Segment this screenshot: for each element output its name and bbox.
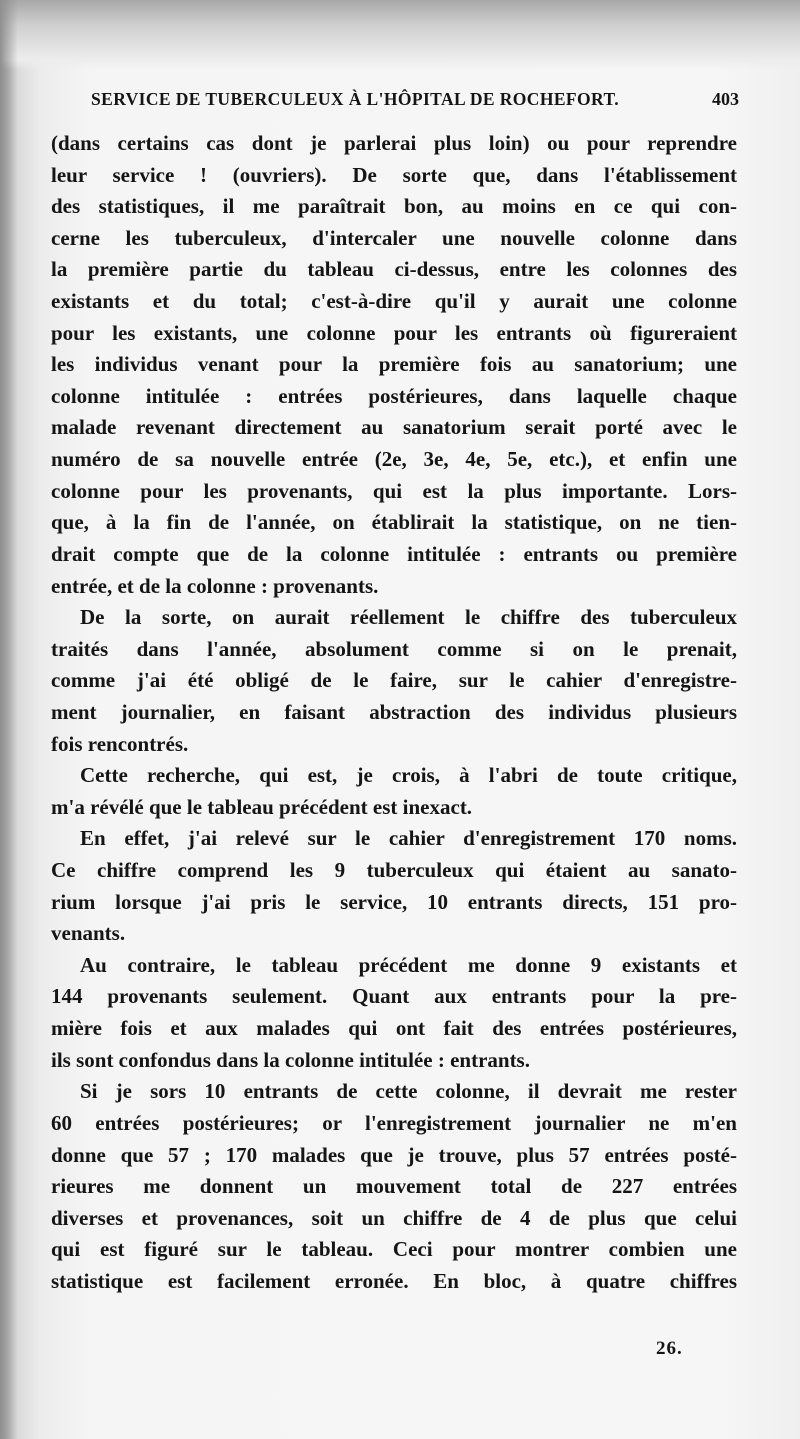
text-line: pour les existants, une colonne pour les entrants où figureraient (51, 320, 737, 345)
text-line: existants et du total; c'est-à-dire qu'il y aurait une colonne (51, 289, 737, 314)
text-line: rium lorsque j'ai pris le service, 10 entrants directs, 151 pro- (51, 889, 737, 914)
text-line: entrée, et de la colonne : provenants. (51, 573, 379, 598)
text-line: Au contraire, le tableau précédent me donne 9 existants et (80, 952, 737, 977)
text-line: drait compte que de la colonne intitulée : entrants ou première (51, 541, 737, 566)
text-line: mière fois et aux malades qui ont fait des entrées postérieures, (51, 1016, 737, 1041)
text-line: Cette recherche, qui est, je crois, à l'abri de toute critique, (80, 763, 737, 788)
text-line: De la sorte, on aurait réellement le chiffre des tuberculeux (80, 605, 737, 630)
text-line: cerne les tuberculeux, d'intercaler une nouvelle colonne dans (51, 225, 737, 250)
body-text (51, 128, 737, 1298)
scan-shadow-top (0, 0, 800, 70)
text-line: les individus venant pour la première fois au sanatorium; une (51, 352, 737, 377)
running-header (91, 84, 739, 114)
text-line: leur service ! (ouvriers). De sorte que, dans l'établissement (51, 162, 737, 187)
text-line: diverses et provenances, soit un chiffre de 4 de plus que celui (51, 1205, 737, 1230)
text-line: traités dans l'année, absolument comme si on le prenait, (51, 636, 737, 661)
text-line: 60 entrées postérieures; or l'enregistrement journalier ne m'en (51, 1110, 737, 1135)
text-line: 144 provenants seulement. Quant aux entrants pour la pre- (51, 984, 737, 1009)
text-line: ils sont confondus dans la colonne intitulée : entrants. (51, 1047, 530, 1072)
text-line: la première partie du tableau ci-dessus, entre les colonnes des (51, 257, 737, 282)
text-line: comme j'ai été obligé de le faire, sur le cahier d'enregistre- (51, 668, 737, 693)
text-line: numéro de sa nouvelle entrée (2e, 3e, 4e, 5e, etc.), et enfin une (51, 447, 737, 472)
text-line: En effet, j'ai relevé sur le cahier d'enregistrement 170 noms. (80, 826, 737, 851)
text-line: malade revenant directement au sanatorium serait porté avec le (51, 415, 737, 440)
text-line: que, à la fin de l'année, on établirait la statistique, on ne tien- (51, 510, 737, 535)
text-line: fois rencontrés. (51, 731, 189, 756)
running-title: SERVICE DE TUBERCULEUX À L'HÔPITAL DE ROCHEFORT. (91, 89, 619, 109)
text-line: des statistiques, il me paraîtrait bon, au moins en ce qui con- (51, 194, 737, 219)
text-line: m'a révélé que le tableau précédent est inexact. (51, 794, 473, 819)
text-line: rieures me donnent un mouvement total de 227 entrées (51, 1174, 737, 1199)
text-line: qui est figuré sur le tableau. Ceci pour montrer combien une (51, 1237, 737, 1262)
text-line: donne que 57 ; 170 malades que je trouve, plus 57 entrées posté- (51, 1142, 737, 1167)
text-line: (dans certains cas dont je parlerai plus loin) ou pour reprendre (51, 131, 737, 155)
text-line: ment journalier, en faisant abstraction des individus plusieurs (51, 699, 737, 724)
scan-shadow-left (0, 0, 18, 1439)
page-number: 403 (712, 89, 739, 109)
text-line: Ce chiffre comprend les 9 tuberculeux qui étaient au sanato- (51, 858, 737, 883)
text-line: statistique est facilement erronée. En bloc, à quatre chiffres (51, 1268, 737, 1293)
signature-mark: 26. (656, 1338, 683, 1359)
text-line: colonne intitulée : entrées postérieures, dans laquelle chaque (51, 383, 737, 408)
text-line: venants. (51, 921, 126, 946)
text-line: Si je sors 10 entrants de cette colonne, il devrait me rester (80, 1079, 737, 1104)
text-line: colonne pour les provenants, qui est la plus importante. Lors- (51, 478, 737, 503)
